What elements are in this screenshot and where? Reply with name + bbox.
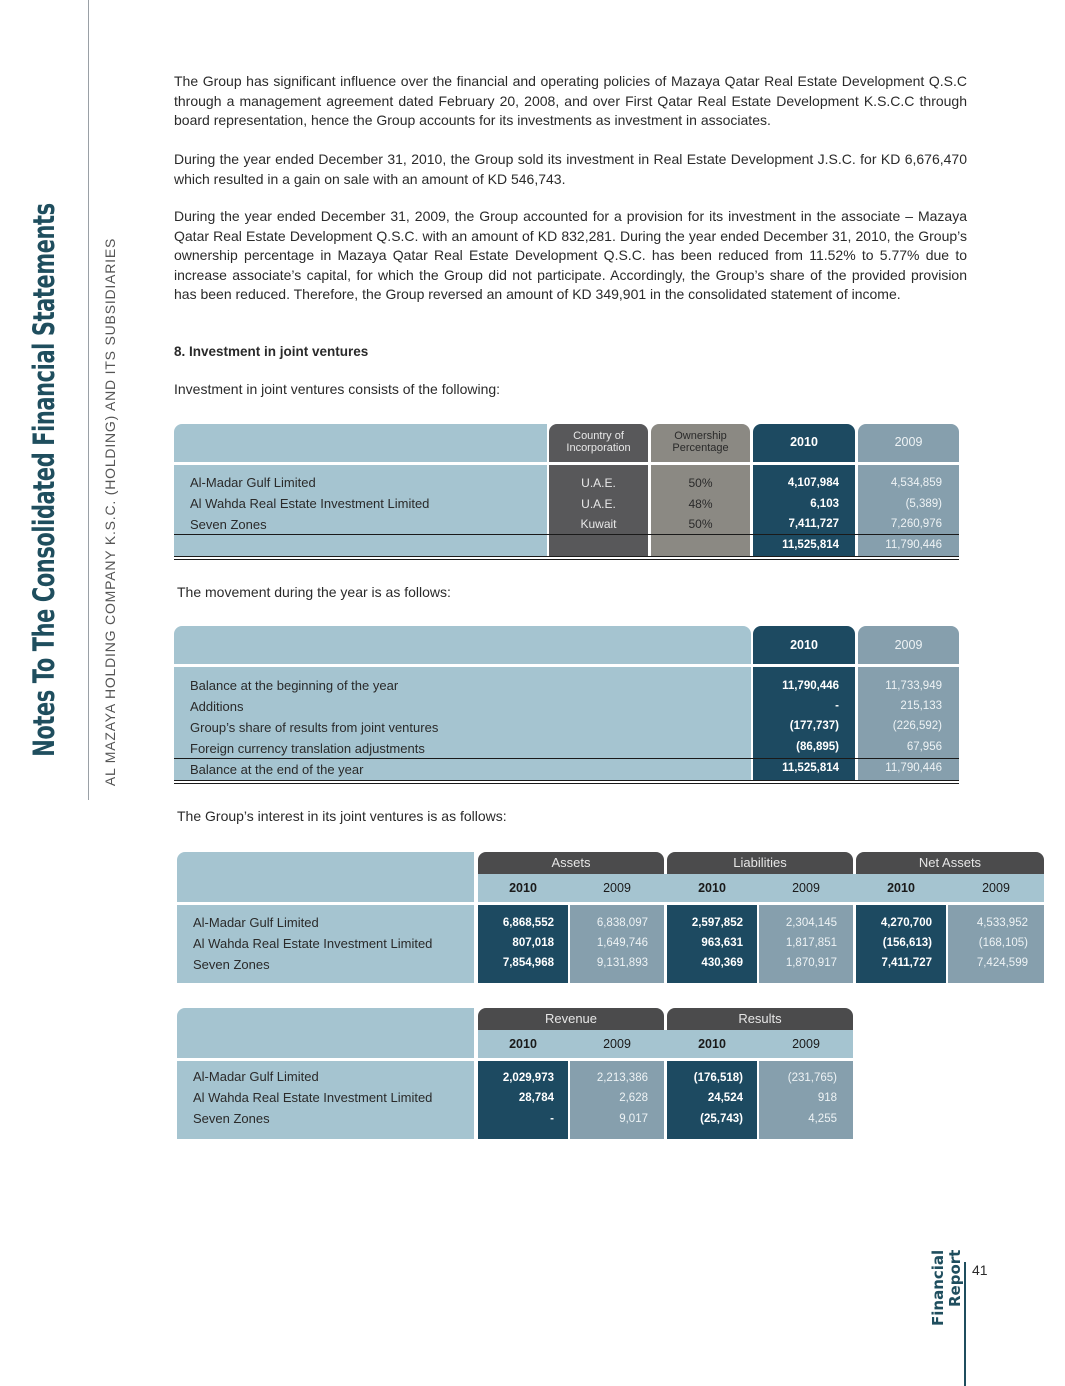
revenue-2009-value: 9,017 [619,1113,648,1125]
table1-row-country: U.A.E. [581,497,616,511]
assets-2010-value: 7,854,968 [502,957,554,969]
table1-total-rule [174,534,959,535]
table4-row-name: Al-Madar Gulf Limited [193,1069,319,1084]
netassets-2010-header: 2010 [887,881,915,895]
header-2010: 2010 [790,435,818,449]
revenue-2010-header: 2010 [509,1037,537,1051]
assets-2009-value: 9,131,893 [596,957,648,969]
group-results: Results [738,1011,782,1026]
table2-total-rule [174,758,959,759]
liabilities-2010-value: 963,631 [701,937,743,949]
revenue-2009-header: 2009 [603,1037,631,1051]
assets-2010-value: 807,018 [512,937,554,949]
liabilities-2009-value: 2,304,145 [785,917,837,929]
liabilities-2009-value: 1,870,917 [785,957,837,969]
results-2009-value: 918 [817,1092,837,1104]
header-2009: 2009 [894,638,923,652]
revenue-2010-value: 28,784 [518,1092,554,1104]
table3-intro: The Group’s interest in its joint ventures is as follows: [177,808,507,824]
netassets-2009-value: 7,424,599 [976,957,1028,969]
header-country: Country of Incorporation [566,430,631,454]
table1-row-name: Al Wahda Real Estate Investment Limited [190,496,430,511]
liabilities-2010-header: 2010 [698,881,726,895]
table1-row-pct: 48% [688,497,713,511]
liabilities-2010-value: 430,369 [701,957,743,969]
section-heading: 8. Investment in joint ventures [174,344,369,359]
assets-2009-value: 1,649,746 [596,937,648,949]
results-2009-value: 4,255 [808,1113,837,1125]
table2-row-name: Foreign currency translation adjustments [190,741,425,756]
sidebar-divider [88,0,89,800]
table2-row-name: Group’s share of results from joint ventures [190,720,439,735]
netassets-2010-value: 4,270,700 [880,917,932,929]
table1-label-bg [174,424,547,556]
group-liabilities: Liabilities [733,855,787,870]
netassets-2009-header: 2009 [982,881,1010,895]
header-ownership: Ownership Percentage [672,430,729,454]
table1-row-2009: (5,389) [905,498,942,510]
paragraph-provision: During the year ended December 31, 2009, the Group accounted for a provision for its investment in the associate – Mazaya Qatar Real Estate Development Q.S.C. with an amount of KD 832,281. During the year ended December 31, 2010, the Group’s ownership percentage in Mazaya Qatar Real Estate Development Q.S.C. has been reduced from 11.52% to 5.77% due to increase associate’s capital, for which the Group did not participate. Accordingly, the Group’s share of the provided provision has been reduced. Therefore, the Group reversed an amount of KD 349,901 in the consolidated statement of income. [174,208,967,303]
group-net-assets: Net Assets [918,855,982,870]
table3-row-name: Al-Madar Gulf Limited [193,915,319,930]
revenue-2010-value: - [550,1113,554,1125]
table2-row-2010: (177,737) [789,720,839,732]
paragraph-sale: During the year ended December 31, 2010, the Group sold its investment in Real Estate Development J.S.C. for KD 6,676,470 which resulted in a gain on sale with an amount of KD 546,743. [174,151,967,187]
footer-rule [964,1262,966,1386]
results-2009-value: (231,765) [787,1072,837,1084]
table2-row-name: Balance at the end of the year [190,762,364,777]
table2-row-2010: (86,895) [796,741,839,753]
paragraph-associates-influence: The Group has significant influence over the financial and operating policies of Mazaya Qatar Real Estate Development Q.S.C through a management agreement dated February 20, 2008, and over First Qatar Real Estate Development K.S.C.C through board representation, hence the Group accounts for its investments as investment in associates. [174,73,967,129]
section-title-vertical: Notes To The Consolidated Financial Statements [27,203,61,757]
table1-total-2010: 11,525,814 [782,539,839,551]
table1-row-2010: 4,107,984 [787,477,839,489]
table1-header-gap [174,462,959,465]
assets-2009-value: 6,838,097 [596,917,648,929]
table2-intro: The movement during the year is as follows: [177,584,451,600]
results-2010-value: (176,518) [693,1072,743,1084]
table1-row-2009: 7,260,976 [890,518,942,530]
assets-2010-value: 6,868,552 [502,917,554,929]
group-assets: Assets [551,855,591,870]
table1-total-2009: 11,790,446 [885,539,942,551]
table2-row-2009: (226,592) [892,720,942,732]
revenue-2009-value: 2,628 [619,1092,648,1104]
assets-2009-header: 2009 [603,881,631,895]
table1-row-2010: 6,103 [810,498,839,510]
table2-bottom-rule [174,783,959,784]
table2-row-name: Additions [190,699,244,714]
table2-row-2009: 215,133 [900,700,942,712]
results-2010-header: 2010 [698,1037,726,1051]
netassets-2009-value: (168,105) [978,937,1028,949]
table1-row-pct: 50% [688,517,713,531]
table1-row-country: U.A.E. [581,476,616,490]
table2-label-bg [174,626,751,780]
footer-label-report: Report [946,1249,964,1307]
table2-header-gap [174,664,959,667]
header-2010: 2010 [790,638,818,652]
table1-row-name: Seven Zones [190,517,267,532]
table2-row-2010: - [835,700,839,712]
table1-bottom-rule [174,559,959,560]
table2-row-name: Balance at the beginning of the year [190,678,399,693]
table2-row-2009: 67,956 [906,741,942,753]
liabilities-2010-value: 2,597,852 [691,917,743,929]
revenue-2010-value: 2,029,973 [502,1072,554,1084]
table4-row-name: Seven Zones [193,1111,270,1126]
table1-intro: Investment in joint ventures consists of the following: [174,381,501,397]
netassets-2010-value: 7,411,727 [881,957,932,969]
table2-row-2009: 11,733,949 [885,680,942,692]
table1-row-2010: 7,411,727 [788,518,839,530]
netassets-2009-value: 4,533,952 [976,917,1028,929]
table3-row-name: Seven Zones [193,957,270,972]
results-2010-value: 24,524 [707,1092,743,1104]
table1-row-pct: 50% [688,476,713,490]
results-2010-value: (25,743) [700,1113,743,1125]
group-revenue: Revenue [544,1011,598,1026]
company-name-vertical: AL MAZAYA HOLDING COMPANY K.S.C. (HOLDING) AND ITS SUBSIDIARIES [102,237,118,787]
netassets-2010-value: (156,613) [882,937,932,949]
table2-row-2010: 11,790,446 [782,680,839,692]
table3-row-name: Al Wahda Real Estate Investment Limited [193,936,433,951]
table2-row-2009: 11,790,446 [885,762,942,774]
liabilities-2009-header: 2009 [792,881,820,895]
assets-2010-header: 2010 [509,881,537,895]
revenue-2009-value: 2,213,386 [596,1072,648,1084]
table1-row-name: Al-Madar Gulf Limited [190,475,316,490]
header-2009: 2009 [894,435,923,449]
table1-row-country: Kuwait [580,517,617,531]
table1-row-2009: 4,534,859 [890,477,942,489]
table4-row-name: Al Wahda Real Estate Investment Limited [193,1090,433,1105]
table2-row-2010: 11,525,814 [782,762,839,774]
results-2009-header: 2009 [792,1037,820,1051]
footer-label-financial: Financial [929,1249,947,1326]
liabilities-2009-value: 1,817,851 [785,937,837,949]
page-number: 41 [972,1262,988,1278]
table1-bottom-rule [174,556,959,557]
table2-bottom-rule [174,780,959,781]
